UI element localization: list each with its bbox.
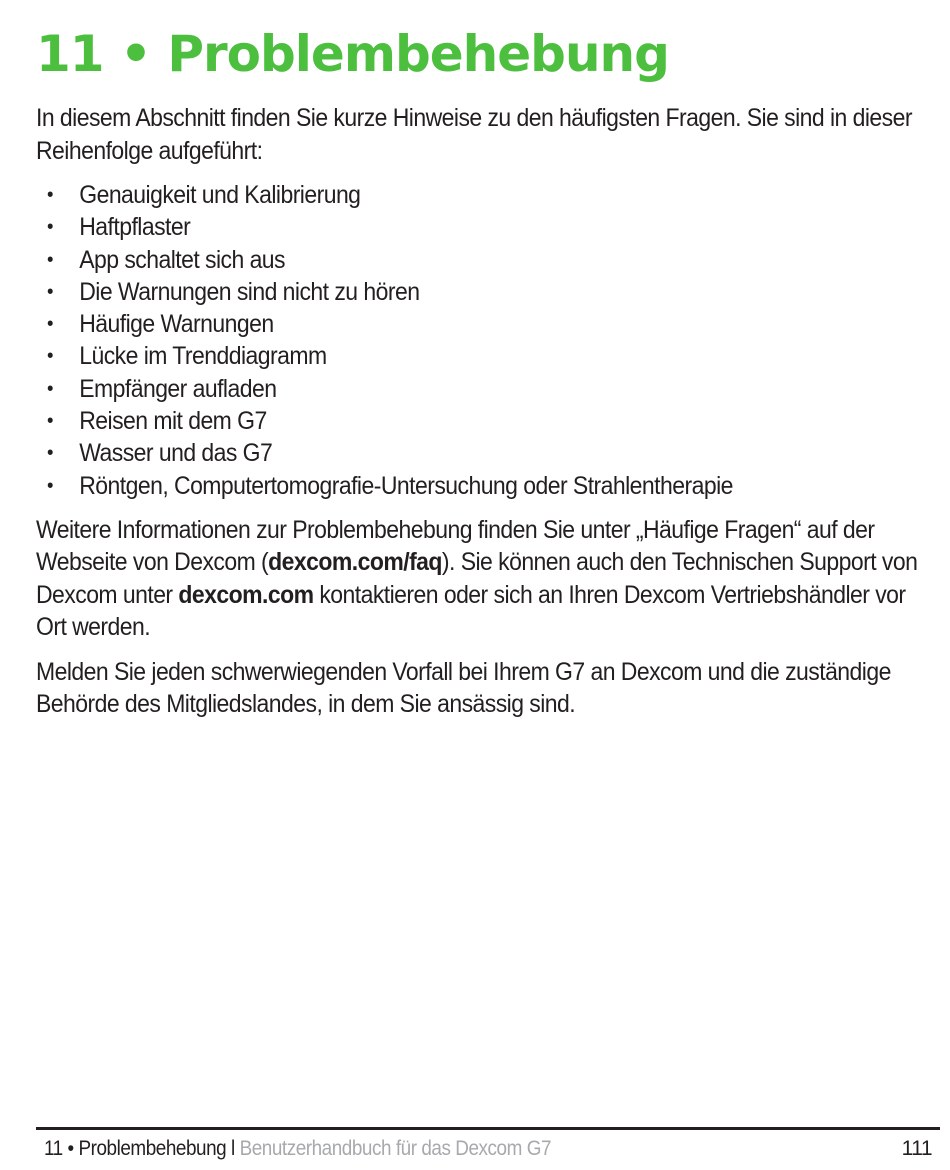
list-item <box>36 276 926 308</box>
list-item <box>36 244 926 276</box>
bullet-icon: • <box>47 216 53 239</box>
footer-running-title <box>44 1135 551 1163</box>
list-item <box>36 211 926 243</box>
more-info-text-1: Weitere Informationen zur Problembehebung finden Sie unter „Häufige Fragen“ auf der Webseite von Dexcom ( <box>36 515 875 577</box>
footer-section-title: 11 • Problembehebung <box>44 1137 227 1160</box>
list-item-label: Reisen mit dem G7 <box>79 407 267 436</box>
footer-separator: l <box>226 1137 240 1160</box>
list-item-label: Genauigkeit und Kalibrierung <box>79 181 361 209</box>
more-info-paragraph <box>36 514 926 644</box>
list-item-label: Die Warnungen sind nicht zu hören <box>79 277 420 306</box>
bullet-icon: • <box>47 313 53 336</box>
list-item-label: Häufige Warnungen <box>79 310 274 339</box>
list-item-label: Haftpflaster <box>79 213 191 242</box>
list-item-label: Empfänger aufladen <box>79 374 277 403</box>
bullet-icon: • <box>47 377 53 400</box>
list-item-label: Lücke im Trenddiagramm <box>79 342 327 371</box>
bullet-icon: • <box>47 248 53 271</box>
list-item <box>36 373 926 405</box>
bullet-icon: • <box>47 345 53 368</box>
dexcom-website-link[interactable]: dexcom.com <box>178 580 314 609</box>
bullet-icon: • <box>47 410 53 433</box>
bullet-icon: • <box>47 442 53 465</box>
list-item-label: Wasser und das G7 <box>79 439 273 468</box>
list-item <box>36 470 926 502</box>
more-info-text-3: kontaktieren oder sich an Ihren Dexcom Vertriebshändler vor Ort werden. <box>36 580 906 642</box>
bullet-icon: • <box>47 474 53 497</box>
bullet-icon: • <box>47 184 53 206</box>
intro-paragraph: In diesem Abschnitt finden Sie kurze Hinweise zu den häufigsten Fragen. Sie sind in dieser Reihenfolge aufgeführt: <box>36 104 912 165</box>
list-item <box>36 437 926 469</box>
footer-divider <box>36 1127 940 1130</box>
report-notice-paragraph: Melden Sie jeden schwerwiegenden Vorfall bei Ihrem G7 an Dexcom und die zuständige Behörde des Mitgliedslandes, in dem Sie ansässig sind. <box>36 657 891 719</box>
page-number: 111 <box>901 1137 932 1160</box>
list-item <box>36 340 926 372</box>
topic-list <box>36 179 926 502</box>
list-item-label: Röntgen, Computertomografie-Untersuchung oder Strahlentherapie <box>79 471 733 500</box>
more-info-text-2: ). Sie können auch den Technischen Support von Dexcom unter <box>36 548 918 609</box>
faq-link[interactable]: dexcom.com/faq <box>268 548 442 577</box>
main-content <box>36 102 926 733</box>
page-title: 11 • Problembehebung <box>36 25 669 83</box>
list-item-label: App schaltet sich aus <box>79 245 286 274</box>
list-item <box>36 308 926 340</box>
footer-manual-title: Benutzerhandbuch für das Dexcom G7 <box>239 1137 552 1160</box>
list-item <box>36 405 926 437</box>
bullet-icon: • <box>47 280 53 303</box>
list-item <box>36 179 926 211</box>
